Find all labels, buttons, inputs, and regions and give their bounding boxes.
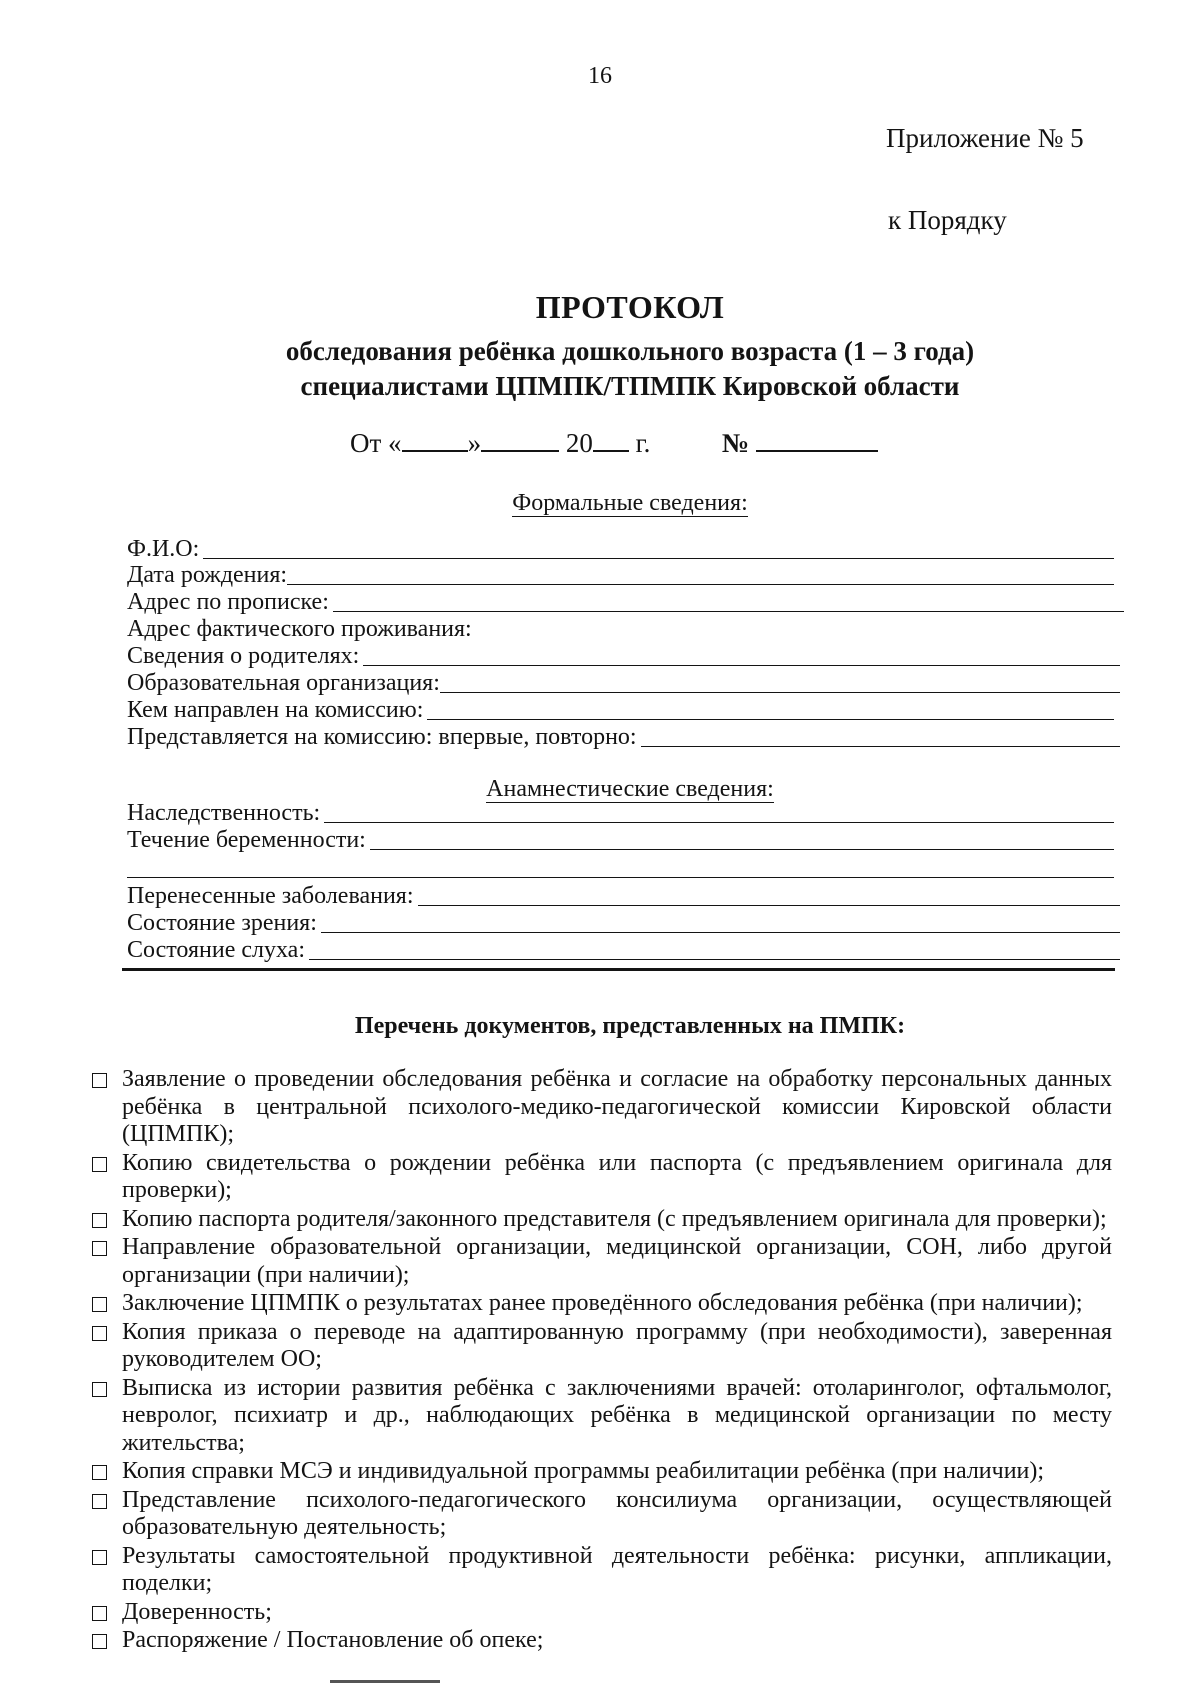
formal-info-heading: Формальные сведения: [512,490,748,516]
list-item [92,1487,1112,1542]
field-blank-line [287,583,1114,585]
list-item [92,1150,1112,1205]
field-label: Дата рождения: [127,562,288,589]
field-blank-line [370,848,1114,850]
field-blank-line [333,610,1124,612]
checkbox[interactable] [92,1157,107,1172]
field-blank-line [309,958,1120,960]
field-label: Кем направлен на комиссию: [127,697,424,724]
checkbox[interactable] [92,1634,107,1649]
checkbox[interactable] [92,1382,107,1397]
list-item [92,1234,1112,1289]
list-item-text: Заявление о проведении обследования ребёнка и согласие на обработку персональных данных ребёнка в центральной психолого-медико-педагогической комиссии Кировской области (ЦПМПК); [122,1066,1112,1147]
list-item-text: Копия приказа о переводе на адаптированную программу (при необходимости), заверенная руководителем ОО; [122,1318,1112,1372]
field-vision-state[interactable] [127,911,1120,938]
field-label: Адрес фактического проживания: [127,616,472,643]
list-item [92,1319,1112,1374]
year-prefix-text: 20 [565,428,593,458]
field-label: Сведения о родителях: [127,643,360,670]
month-blank[interactable] [481,428,559,452]
field-blank-line [321,931,1120,933]
protocol-number-blank[interactable] [756,428,878,452]
page-number: 16 [588,63,612,89]
field-first-or-repeat[interactable] [127,725,1120,752]
field-hearing-state[interactable] [127,938,1120,965]
checkbox[interactable] [92,1213,107,1228]
checkbox[interactable] [92,1606,107,1621]
field-heredity[interactable] [127,801,1114,828]
list-item [92,1458,1112,1486]
list-item [92,1627,1112,1655]
list-item-text: Копия справки МСЭ и индивидуальной программы реабилитации ребёнка (при наличии); [122,1458,1045,1484]
field-full-name[interactable] [127,537,1114,564]
field-blank-line [427,718,1114,720]
list-item-text: Выписка из истории развития ребёнка с заключениями врачей: отоларинголог, офтальмолог, невролог, психиатр и др., наблюдающих ребёнка в медицинской организации по месту жительства; [122,1374,1112,1456]
documents-list-heading: Перечень документов, представленных на ПМПК: [354,1013,906,1039]
document-title: ПРОТОКОЛ [535,289,725,325]
field-parents-info[interactable] [127,644,1120,671]
list-item [92,1599,1112,1627]
document-subtitle-line-1: обследования ребёнка дошкольного возраста (1 – 3 года) [285,336,975,366]
checkbox[interactable] [92,1073,107,1088]
field-label: Ф.И.О: [127,536,200,563]
checkbox[interactable] [92,1326,107,1341]
checkbox[interactable] [92,1494,107,1509]
field-label: Течение беременности: [127,827,366,854]
field-blank-line [203,557,1114,559]
list-item [92,1543,1112,1598]
field-blank-line [641,745,1120,747]
list-item-text: Доверенность; [122,1598,272,1625]
field-pregnancy-course[interactable] [127,828,1114,855]
field-label: Состояние зрения: [127,910,317,937]
documents-checklist [92,1066,1112,1656]
document-subtitle-line-2: специалистами ЦПМПК/ТПМПК Кировской области [300,371,960,401]
list-item-text: Представление психолого-педагогического консилиума организации, осуществляющей образовательную деятельность; [122,1486,1112,1540]
list-item-text: Направление образовательной организации, медицинской организации, СОН, либо другой организации (при наличии); [122,1234,1112,1288]
year-blank[interactable] [593,428,629,452]
field-label: Образовательная организация: [127,670,440,697]
list-item [92,1290,1112,1318]
anamnesis-heading: Анамнестические сведения: [486,776,774,802]
field-label: Состояние слуха: [127,937,305,964]
list-item-text: Копию паспорта родителя/законного представителя (с предъявлением оригинала для проверки); [122,1205,1107,1232]
field-label: Представляется на комиссию: впервые, повторно: [127,724,637,751]
checkbox[interactable] [92,1297,107,1312]
field-blank-line [440,691,1120,693]
year-suffix: г. [635,428,651,458]
list-item-text: Распоряжение / Постановление об опеке; [122,1627,544,1653]
field-blank-line [363,664,1120,666]
section-bottom-rule [122,968,1115,971]
field-birth-date[interactable] [127,563,1114,590]
list-item [92,1206,1112,1234]
field-label: Перенесенные заболевания: [127,883,414,910]
number-sign: № [721,428,749,458]
field-past-illnesses[interactable] [127,884,1120,911]
appendix-reference: к Порядку [888,205,1007,235]
field-educational-organization[interactable] [127,671,1120,698]
list-item-text: Результаты самостоятельной продуктивной деятельности ребёнка: рисунки, аппликации, поделки; [122,1542,1112,1596]
list-item-text: Заключение ЦПМПК о результатах ранее проведённого обследования ребёнка (при наличии); [122,1290,1083,1316]
extra-blank-line[interactable] [127,877,1114,878]
day-blank[interactable] [402,428,468,452]
field-referred-by[interactable] [127,698,1114,725]
list-item [92,1375,1112,1458]
field-actual-address [127,617,1124,644]
field-registration-address[interactable] [127,590,1124,617]
field-label: Адрес по прописке: [127,589,329,616]
list-item-text: Копию свидетельства о рождении ребёнка или паспорта (с предъявлением оригинала для проверки); [122,1149,1112,1203]
checkbox[interactable] [92,1550,107,1565]
checkbox[interactable] [92,1465,107,1480]
field-label: Наследственность: [127,800,321,827]
date-number-line [350,427,878,459]
field-blank-line [418,904,1120,906]
appendix-title: Приложение № 5 [886,123,1084,153]
date-from-label: От « [350,428,402,458]
checkbox[interactable] [92,1241,107,1256]
list-item [92,1066,1112,1149]
date-close-quote: » [467,428,482,458]
scan-artifact [330,1680,440,1683]
field-blank-line [324,821,1114,823]
